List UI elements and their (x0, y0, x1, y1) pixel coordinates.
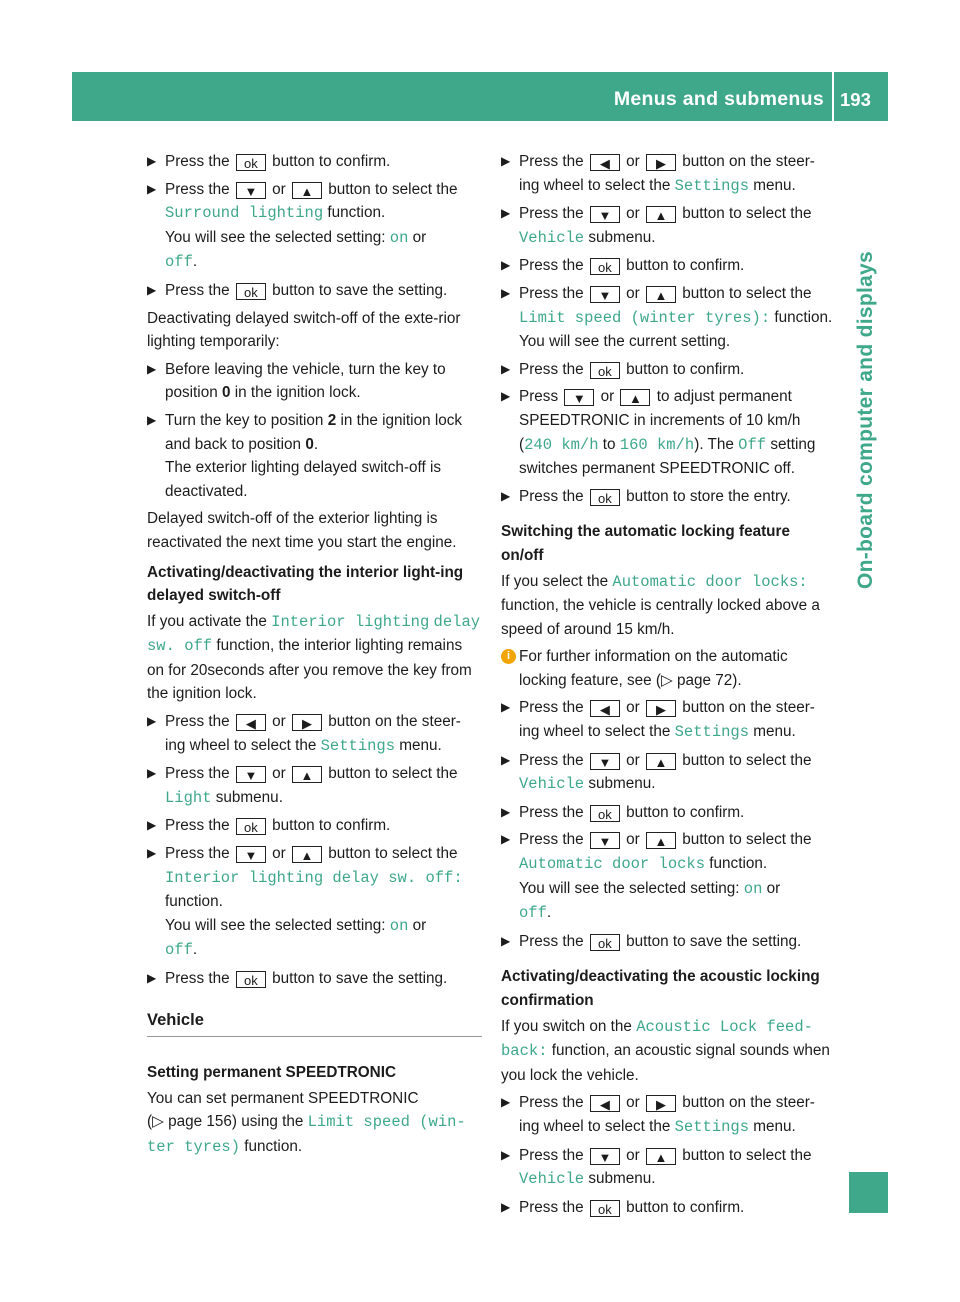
step: ▶ Press the ok button to confirm. (147, 150, 482, 174)
step-arrow-icon: ▶ (147, 361, 157, 376)
left-button-icon: ◀ (590, 154, 620, 171)
right-button-icon: ▶ (646, 700, 676, 717)
step: ▶ Press the ◀ or ▶ button on the steer- ing wheel to select the Settings menu. (501, 1091, 836, 1139)
step: ▶ Press the ◀ or ▶ button on the steer- ing wheel to select the Settings menu. (501, 696, 836, 744)
step: ▶ Press the ▼ or ▲ button to select the Automatic door locks function. You will see the selected setting: on or off. (501, 828, 836, 925)
left-button-icon: ◀ (236, 714, 266, 731)
step-arrow-icon: ▶ (501, 258, 511, 273)
section-heading-vehicle: Vehicle (147, 995, 482, 1038)
step: ▶ Press the ▼ or ▲ button to select the Limit speed (winter tyres): function. You will see the current setting. (501, 282, 836, 354)
step-arrow-icon: ▶ (501, 933, 511, 948)
step: ▶ Before leaving the vehicle, turn the key to position 0 in the ignition lock. (147, 358, 482, 405)
step: ▶ Press the ok button to save the setting. (147, 279, 482, 303)
page-title: Menus and submenus (613, 88, 824, 110)
step: ▶ Press the ok button to save the setting. (501, 930, 836, 954)
step-arrow-icon: ▶ (501, 361, 511, 376)
up-button-icon: ▲ (292, 766, 322, 783)
info-icon: i (501, 649, 516, 664)
ok-button-icon: ok (236, 818, 266, 835)
left-button-icon: ◀ (590, 1095, 620, 1112)
step: ▶ Press the ok button to confirm. (501, 801, 836, 825)
down-button-icon: ▼ (590, 1148, 620, 1165)
down-button-icon: ▼ (590, 832, 620, 849)
step-arrow-icon: ▶ (147, 282, 157, 297)
paragraph: If you select the Automatic door locks: function, the vehicle is centrally locked above a speed of around 15 km/h. (501, 572, 820, 638)
step-arrow-icon: ▶ (501, 1147, 511, 1162)
paragraph: Delayed switch-off of the exterior lighting is reactivated the next time you start the engine. (147, 510, 457, 551)
ok-button-icon: ok (236, 971, 266, 988)
ok-button-icon: ok (236, 283, 266, 300)
heading: Setting permanent SPEEDTRONIC (147, 1064, 397, 1082)
up-button-icon: ▲ (646, 1148, 676, 1165)
step-arrow-icon: ▶ (147, 971, 157, 985)
info-note: i For further information on the automatic locking feature, see (▷ page 72). (501, 645, 836, 692)
down-button-icon: ▼ (564, 389, 594, 406)
right-button-icon: ▶ (292, 714, 322, 731)
step: ▶ Turn the key to position 2 in the ignition lock and back to position 0. The exterior lighting delayed switch-off is deactivated. (147, 409, 482, 503)
paragraph: Deactivating delayed switch-off of the exte-rior lighting temporarily: (147, 309, 461, 351)
side-tab (845, 150, 887, 690)
header-divider (832, 72, 834, 121)
step-arrow-icon: ▶ (501, 700, 511, 715)
step-arrow-icon: ▶ (147, 412, 157, 427)
heading: Switching the automatic locking feature on/off (501, 523, 790, 564)
down-button-icon: ▼ (236, 846, 266, 863)
step: ▶ Press the ▼ or ▲ button to select the Interior lighting delay sw. off: function. You will see the selected setting: on or off. (147, 842, 482, 963)
step-arrow-icon: ▶ (501, 832, 511, 847)
step-arrow-icon: ▶ (501, 752, 511, 767)
step-arrow-icon: ▶ (147, 818, 157, 833)
down-button-icon: ▼ (236, 766, 266, 783)
step: ▶ Press the ◀ or ▶ button on the steer- ing wheel to select the Settings menu. (501, 150, 836, 198)
step-arrow-icon: ▶ (147, 181, 157, 196)
up-button-icon: ▲ (646, 832, 676, 849)
up-button-icon: ▲ (646, 753, 676, 770)
side-tab-label: On-board computer and displays (854, 250, 877, 590)
ok-button-icon: ok (590, 362, 620, 379)
right-button-icon: ▶ (646, 1095, 676, 1112)
down-button-icon: ▼ (236, 182, 266, 199)
up-button-icon: ▲ (646, 206, 676, 223)
step: ▶ Press the ◀ or ▶ button on the steer- ing wheel to select the Settings menu. (147, 710, 482, 758)
up-button-icon: ▲ (620, 389, 650, 406)
right-button-icon: ▶ (646, 154, 676, 171)
step: ▶ Press the ▼ or ▲ button to select the Vehicle submenu. (501, 749, 836, 797)
up-button-icon: ▲ (646, 286, 676, 303)
ok-button-icon: ok (590, 805, 620, 822)
step-arrow-icon: ▶ (501, 1095, 511, 1110)
step: ▶ Press the ▼ or ▲ button to select the Vehicle submenu. (501, 202, 836, 250)
up-button-icon: ▲ (292, 846, 322, 863)
step: ▶ Press the ok button to confirm. (501, 1196, 836, 1220)
menu-term: Surround lighting (165, 204, 324, 223)
step-arrow-icon: ▶ (147, 766, 157, 781)
up-button-icon: ▲ (292, 182, 322, 199)
page-number: 193 (840, 89, 871, 110)
step: ▶ Press the ▼ or ▲ button to select the Vehicle submenu. (501, 1144, 836, 1192)
down-button-icon: ▼ (590, 753, 620, 770)
step: ▶ Press the ok button to confirm. (147, 814, 482, 838)
down-button-icon: ▼ (590, 286, 620, 303)
side-block (849, 1172, 888, 1213)
paragraph: You can set permanent SPEEDTRONIC (▷ page 156) using the Limit speed (win‑ ter tyres) function. (147, 1089, 466, 1156)
step: ▶ Press the ok button to confirm. (501, 358, 836, 382)
step-arrow-icon: ▶ (501, 154, 511, 168)
down-button-icon: ▼ (590, 206, 620, 223)
ok-button-icon: ok (590, 489, 620, 506)
heading: Activating/deactivating the acoustic locking confirmation (501, 968, 820, 1009)
ok-button-icon: ok (590, 934, 620, 951)
step: ▶ Press the ▼ or ▲ button to select the Surround lighting function. You will see the selected setting: on or off. (147, 178, 482, 275)
step: ▶ Press ▼ or ▲ to adjust permanent SPEEDTRONIC in increments of 10 km/h (240 km/h to 160 km/h). The Off setting switches permanent SPEEDTRONIC off. (501, 385, 836, 480)
step: ▶ Press the ok button to confirm. (501, 254, 836, 278)
reference-icon: ▷ (661, 671, 673, 689)
step-arrow-icon: ▶ (147, 154, 157, 168)
ok-button-icon: ok (590, 1200, 620, 1217)
paragraph: If you activate the Interior lighting delay sw. off function, the interior lighting remains on for 20seconds after you remove the key from the ignition lock. (147, 612, 481, 703)
step-arrow-icon: ▶ (501, 804, 511, 819)
ok-button-icon: ok (236, 154, 266, 171)
step-arrow-icon: ▶ (501, 1199, 511, 1214)
paragraph: If you switch on the Acoustic Lock feed‑ back: function, an acoustic signal sounds when you lock the vehicle. (501, 1017, 830, 1084)
step: ▶ Press the ok button to save the setting. (147, 967, 482, 991)
step: ▶ Press the ▼ or ▲ button to select the Light submenu. (147, 762, 482, 810)
step-arrow-icon: ▶ (501, 206, 511, 221)
left-column (147, 150, 482, 1164)
reference-icon: ▷ (152, 1113, 164, 1131)
right-column (501, 150, 836, 1223)
heading: Activating/deactivating the interior light-ing delayed switch-off (147, 563, 464, 605)
step-arrow-icon: ▶ (501, 488, 511, 503)
step-arrow-icon: ▶ (147, 714, 157, 729)
step-arrow-icon: ▶ (147, 846, 157, 861)
step: ▶ Press the ok button to store the entry. (501, 485, 836, 509)
left-button-icon: ◀ (590, 700, 620, 717)
step-arrow-icon: ▶ (501, 389, 511, 404)
ok-button-icon: ok (590, 258, 620, 275)
step-arrow-icon: ▶ (501, 285, 511, 300)
